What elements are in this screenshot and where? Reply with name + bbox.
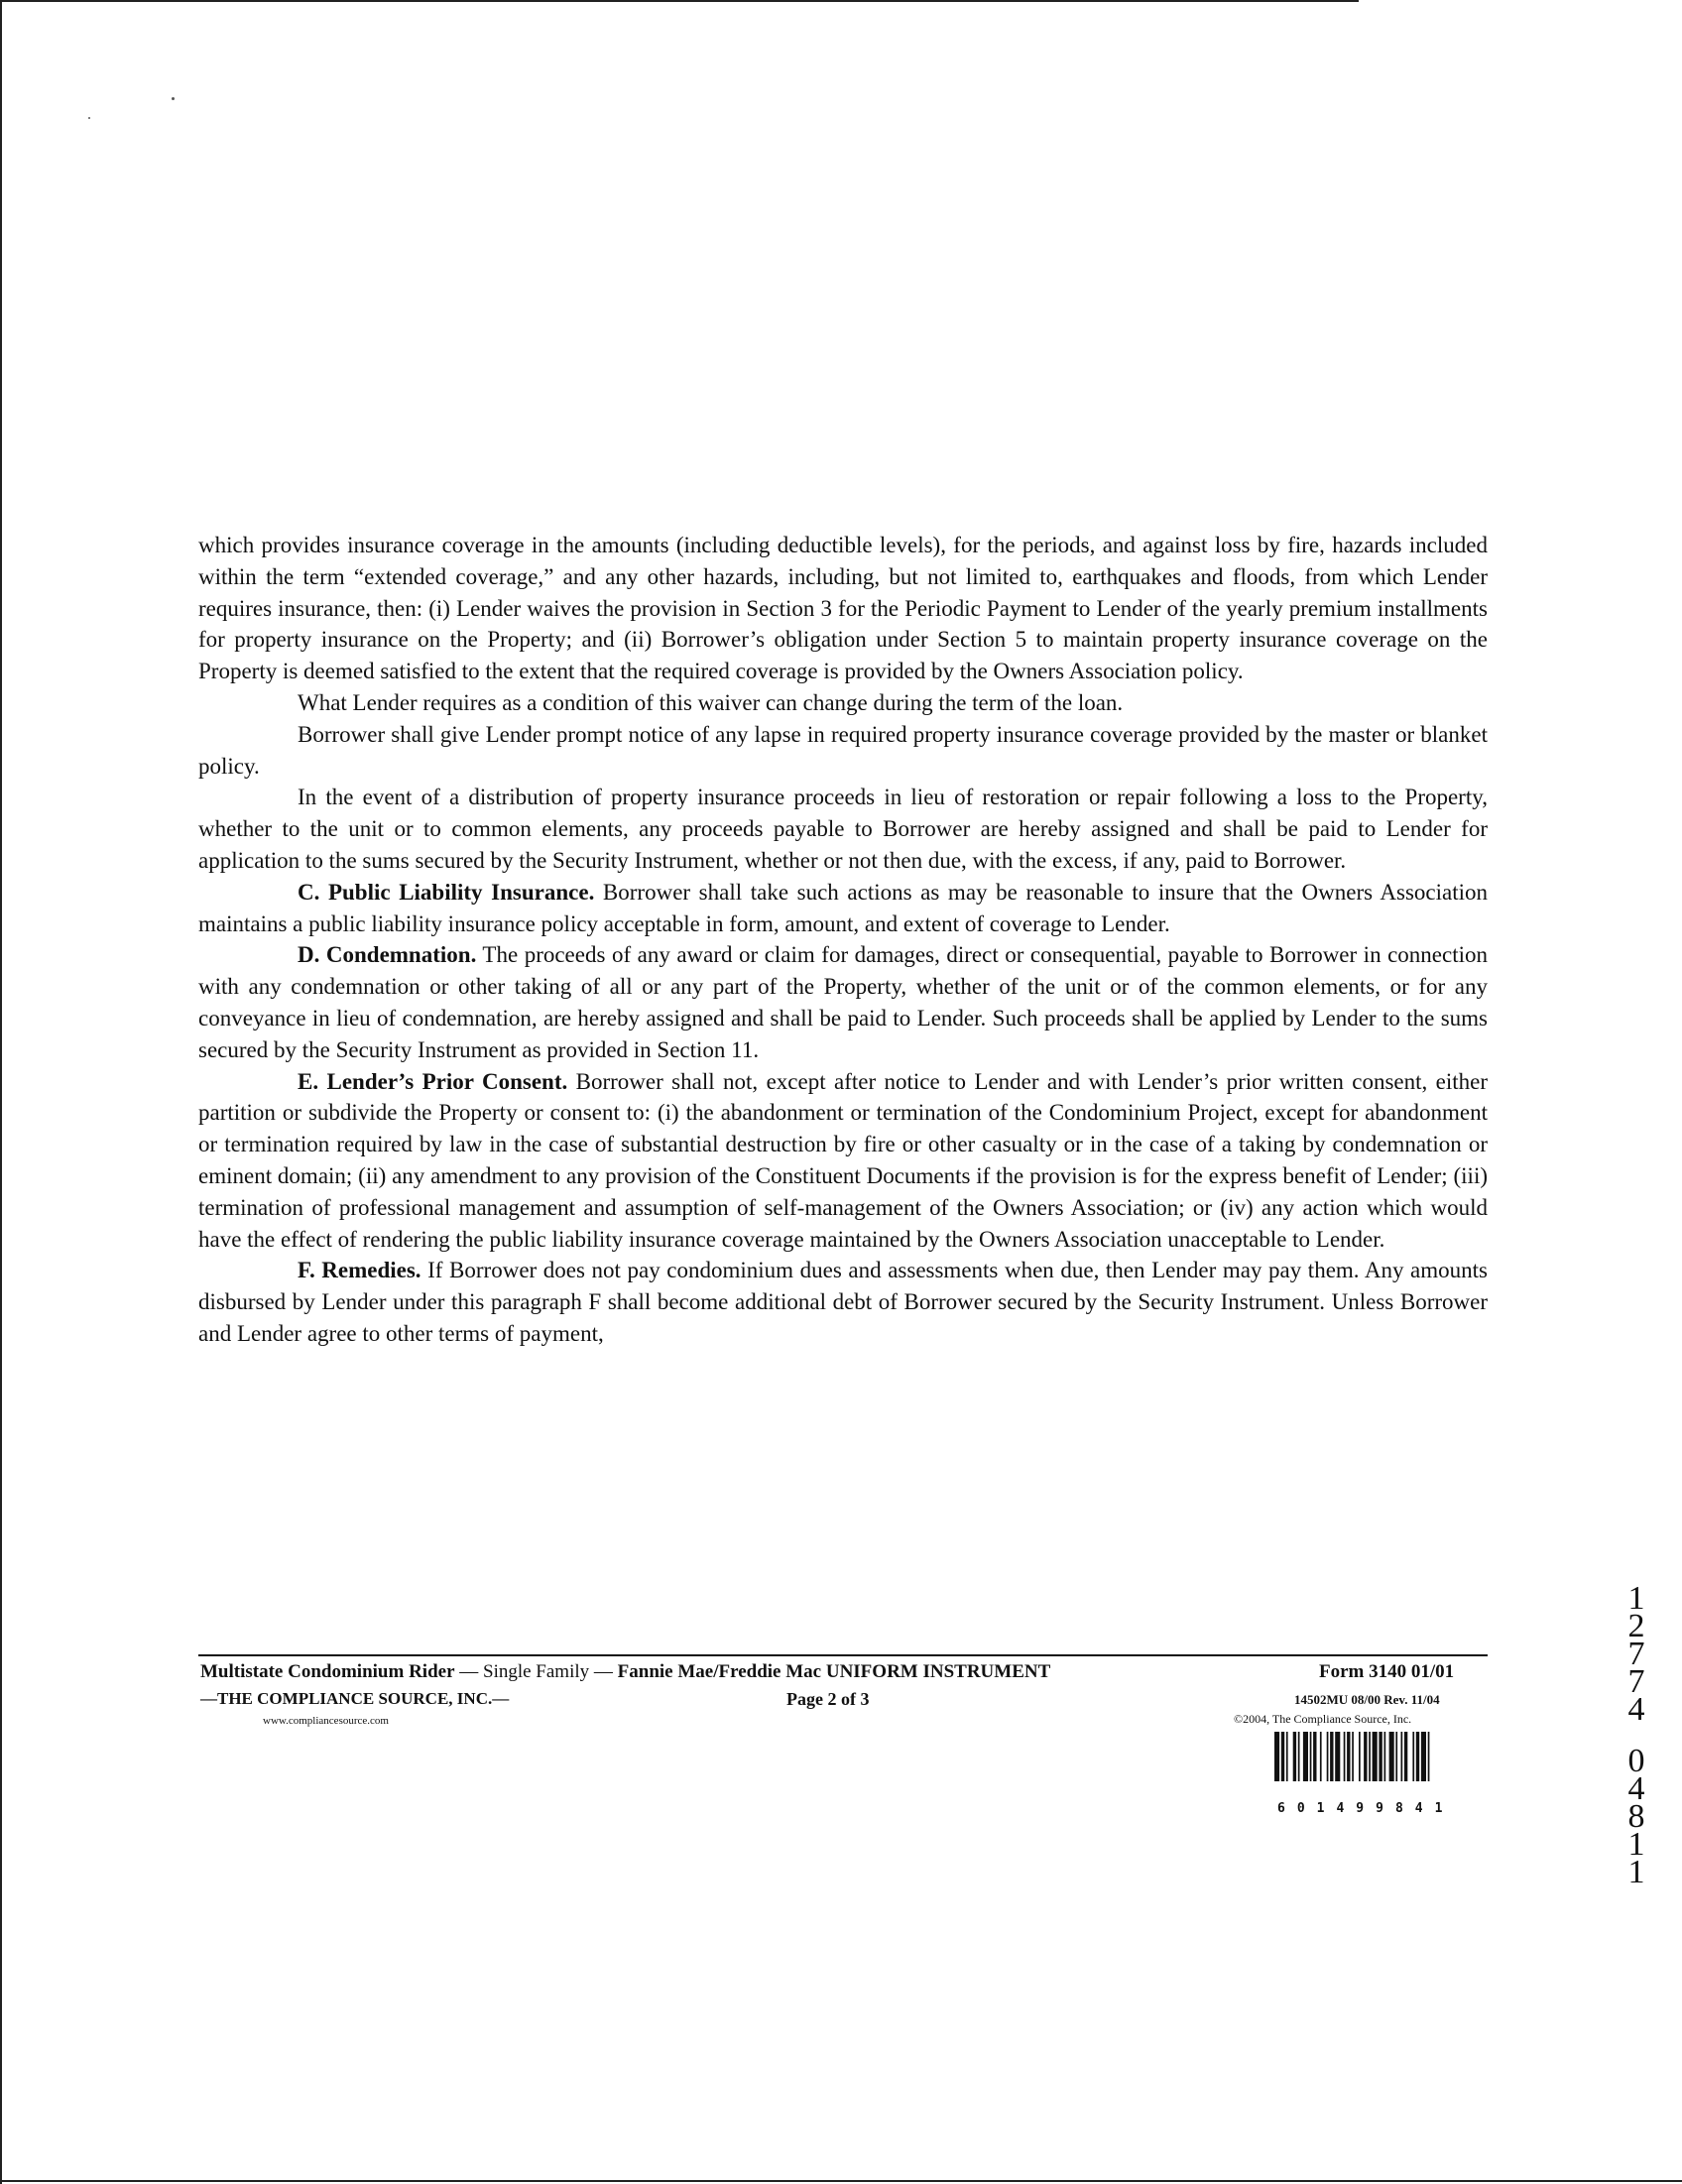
paragraph-text: which provides insurance coverage in the amounts (including deductible levels), for the periods, and against loss by fire, hazards included within the term “extended coverage,” and any other hazards, including, but not limited to, earthquakes and floods, from which Lender requires insurance, then: (i) Lender waives the provision in Section 3 for the Periodic Payment to Lender of the yearly premium installments for property insurance on the Property; and (ii) Borrower’s obligation under Section 5 to maintain property insurance coverage on the Property is deemed satisfied to the extent that the required coverage is provided by the Owners Association policy. (198, 533, 1488, 684)
barcode-bar (1313, 1732, 1316, 1781)
barcode-bar (1352, 1732, 1354, 1781)
footer-rule (198, 1654, 1488, 1656)
stamp-digit: 0 (1627, 1743, 1645, 1779)
barcode-bar (1359, 1732, 1361, 1781)
scan-speck (172, 97, 175, 100)
barcode-bar (1320, 1732, 1322, 1781)
footer-page-number: Page 2 of 3 (786, 1689, 870, 1709)
barcode-bar (1335, 1732, 1340, 1781)
barcode-bar (1344, 1732, 1346, 1781)
footer-title-part: — Single Family — (454, 1661, 618, 1682)
barcode-bar (1389, 1732, 1394, 1781)
barcode-bar (1404, 1732, 1407, 1781)
stamp-digit: 7 (1627, 1636, 1645, 1672)
section-heading: F. Remedies. (298, 1258, 421, 1283)
barcode-bar (1369, 1732, 1371, 1781)
body-paragraph (198, 939, 1488, 1065)
side-stamp-number (1617, 1580, 1656, 1890)
barcode-bar (1298, 1732, 1300, 1781)
barcode-bar (1293, 1732, 1296, 1781)
scan-border-bottom (0, 2180, 1682, 2182)
barcode-bar (1310, 1732, 1312, 1781)
barcode-bar (1303, 1732, 1308, 1781)
stamp-digit: 1 (1627, 1580, 1645, 1617)
body-paragraph (198, 877, 1488, 940)
body-paragraph (198, 1066, 1488, 1256)
barcode-bar (1274, 1732, 1279, 1781)
barcode-digits: 601499841 (1277, 1801, 1455, 1816)
section-heading: E. Lender’s Prior Consent. (298, 1068, 568, 1094)
body-paragraph (198, 1255, 1488, 1349)
barcode-bar (1401, 1732, 1403, 1781)
paragraph-text: In the event of a distribution of property insurance proceeds in lieu of restoration or repair following a loss to the Property, whether to the unit or to common elements, any proceeds payable to Borrower are hereby assigned and shall be paid to Lender for application to the sums secured by the Security Instrument, whether or not then due, with the excess, if any, paid to Borrower. (198, 785, 1488, 873)
barcode-bar (1412, 1732, 1414, 1781)
scan-speck (88, 117, 90, 119)
barcode-bar (1373, 1732, 1378, 1781)
footer-document-title (200, 1661, 1232, 1683)
body-paragraph (198, 530, 1488, 687)
paragraph-text: Borrower shall not, except after notice to Lender and with Lender’s prior written consent, either partition or subdivide the Property or consent to: (i) the abandonment or termination of the Condominium Project, except for abandonment or termination required by law in the case of substantial destruction by fire or other casualty or in the case of a taking by condemnation or eminent domain; (ii) any amendment to any provision of the Constituent Documents if the provision is for the express benefit of Lender; (iii) termination of professional management and assumption of self-management of the Owners Association; or (iv) any action which would have the effect of rendering the public liability insurance coverage maintained by the Owners Association unacceptable to Lender. (198, 1068, 1488, 1252)
body-paragraph (198, 719, 1488, 783)
footer-title-part: Multistate Condominium Rider (200, 1661, 455, 1682)
stamp-digit: 1 (1627, 1826, 1645, 1863)
stamp-digit: 1 (1627, 1854, 1645, 1890)
footer-website: www.compliancesource.com (263, 1715, 389, 1727)
footer-company-name: —THE COMPLIANCE SOURCE, INC.— (200, 1689, 510, 1708)
stamp-digit: 4 (1627, 1770, 1645, 1807)
barcode-bar (1384, 1732, 1386, 1781)
barcode-bar (1347, 1732, 1350, 1781)
barcode-bar (1428, 1732, 1430, 1781)
body-paragraph (198, 687, 1488, 719)
section-heading: D. Condemnation. (298, 942, 477, 968)
footer-form-code: 14502MU 08/00 Rev. 11/04 (1294, 1692, 1440, 1707)
barcode-bar (1330, 1732, 1333, 1781)
footer-copyright: ©2004, The Compliance Source, Inc. (1234, 1712, 1412, 1726)
barcode-bar (1416, 1732, 1419, 1781)
paragraph-text: Borrower shall give Lender prompt notice of any lapse in required property insurance coverage provided by the master or blanket policy. (198, 721, 1488, 779)
barcode-bar (1327, 1732, 1329, 1781)
paragraph-text: What Lender requires as a condition of this waiver can change during the term of the loan. (298, 689, 1124, 715)
body-paragraph (198, 782, 1488, 876)
stamp-digit: 7 (1627, 1663, 1645, 1700)
barcode-bar (1421, 1732, 1426, 1781)
scan-border-top (0, 0, 1359, 2)
paragraph-text: The proceeds of any award or claim for damages, direct or consequential, payable to Borrower in connection with any condemnation or other taking of all or any part of the Property, whether of the unit or of the common elements, or for any conveyance in lieu of condemnation, are hereby assigned and shall be paid to Lender. Such proceeds shall be applied by Lender to the sums secured by the Security Instrument as provided in Section 11. (198, 942, 1488, 1062)
footer-form-number: Form 3140 01/01 (1319, 1661, 1455, 1682)
stamp-digit: 4 (1627, 1691, 1645, 1728)
paragraph-text: Borrower shall take such actions as may be reasonable to insure that the Owners Association maintains a public liability insurance policy acceptable in form, amount, and extent of coverage to Lender. (198, 879, 1488, 936)
barcode-bar (1364, 1732, 1367, 1781)
barcode-bar (1286, 1732, 1288, 1781)
barcode-graphic (1274, 1732, 1483, 1781)
barcode-bar (1395, 1732, 1397, 1781)
scan-border-left (0, 0, 2, 2184)
footer-title-part: Fannie Mae/Freddie Mac UNIFORM INSTRUMENT (617, 1661, 1051, 1682)
barcode-bar (1379, 1732, 1382, 1781)
section-heading: C. Public Liability Insurance. (298, 879, 595, 905)
stamp-digit: 8 (1627, 1798, 1645, 1835)
stamp-digit: 2 (1627, 1608, 1645, 1644)
paragraph-text: If Borrower does not pay condominium dues and assessments when due, then Lender may pay them. Any amounts disbursed by Lender under this paragraph F shall become additional debt of Borrower secured by the Security Instrument. Unless Borrower and Lender agree to other terms of payment, (198, 1258, 1488, 1346)
barcode-bar (1281, 1732, 1284, 1781)
rider-body-text (198, 530, 1488, 1350)
